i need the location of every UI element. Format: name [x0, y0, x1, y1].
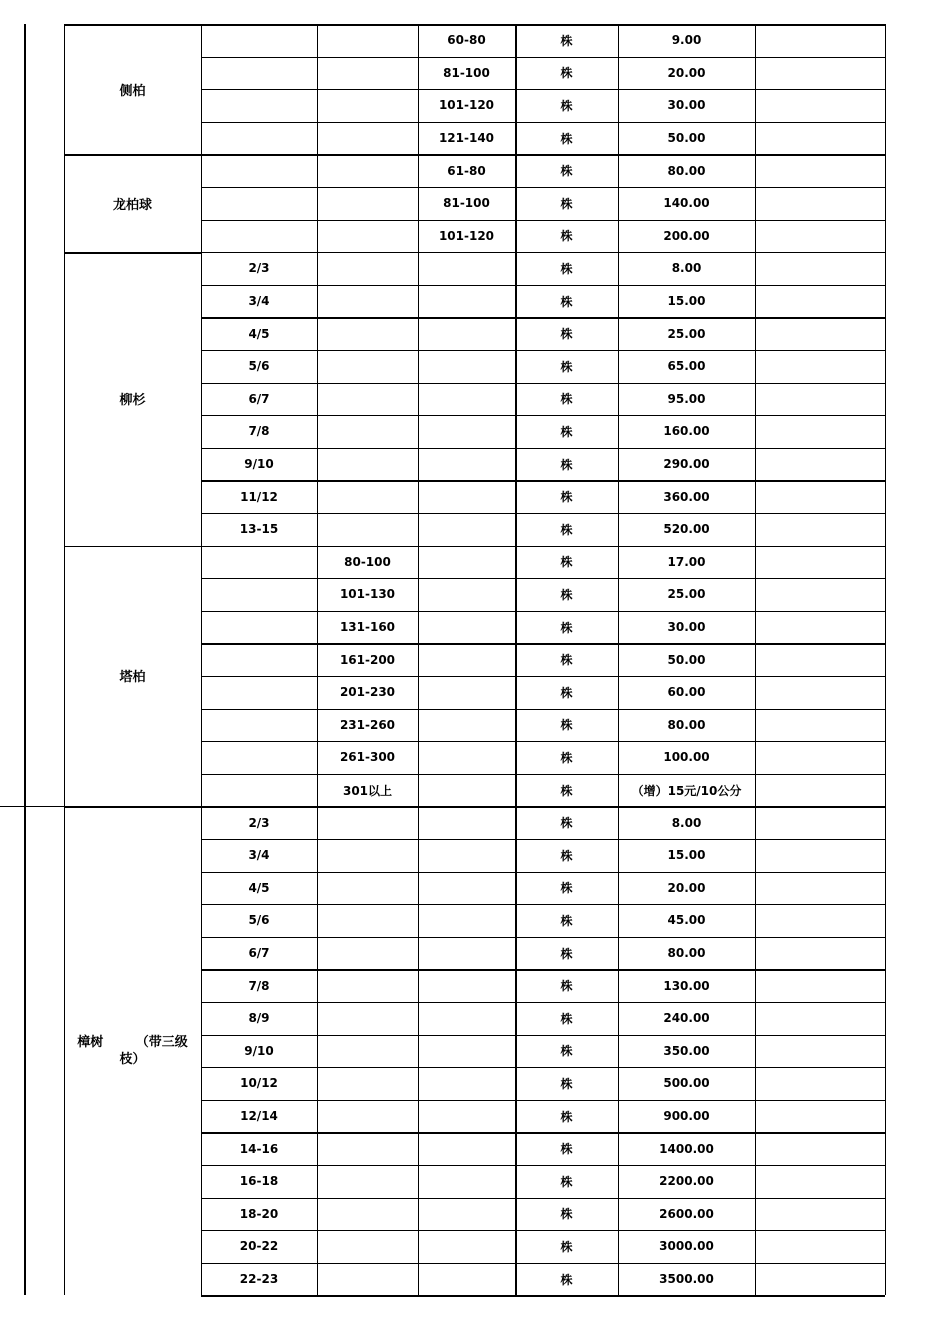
- spec-diameter: 12/14: [240, 1109, 278, 1124]
- spec-diameter: 20-22: [239, 1239, 279, 1254]
- unit-cell: 株: [560, 946, 573, 961]
- spec-height: [317, 872, 418, 905]
- spec-height: [317, 252, 418, 285]
- unit-cell: 株: [560, 1011, 573, 1026]
- spec-crown: [418, 1067, 515, 1100]
- spec-height: 131-160: [339, 620, 396, 635]
- spec-height: 161-200: [339, 652, 396, 667]
- price-cell: 240.00: [663, 1011, 710, 1026]
- spec-crown: 81-100: [443, 65, 490, 80]
- col-rule-left: [64, 24, 65, 1295]
- price-cell: 2600.00: [659, 1206, 714, 1221]
- price-cell: 360.00: [663, 489, 710, 504]
- price-cell: 80.00: [667, 163, 706, 178]
- price-cell: 50.00: [667, 652, 706, 667]
- plant-name: 侧柏: [119, 83, 146, 99]
- price-cell: 2200.00: [659, 1174, 714, 1189]
- spec-crown: [418, 741, 515, 774]
- spec-height: [317, 1100, 418, 1133]
- price-cell: 140.00: [663, 196, 710, 211]
- price-cell: 60.00: [667, 685, 706, 700]
- spec-diameter: 4/5: [248, 880, 270, 895]
- spec-crown: 101-120: [438, 228, 495, 243]
- spec-crown: [418, 546, 515, 579]
- plant-name: 樟树 （带三级枝）: [77, 1034, 188, 1067]
- plant-name: 塔柏: [119, 670, 146, 686]
- unit-cell: 株: [560, 522, 573, 537]
- section-divider: [0, 806, 64, 807]
- spec-diameter: 4/5: [248, 326, 270, 341]
- price-cell: 3000.00: [659, 1239, 714, 1254]
- spec-diameter: 22-23: [239, 1272, 279, 1287]
- spec-diameter: 10/12: [240, 1076, 278, 1091]
- plant-name: 龙柏球: [112, 197, 152, 213]
- spec-diameter: 13-15: [239, 522, 279, 537]
- price-cell: 500.00: [663, 1076, 710, 1091]
- unit-cell: 株: [560, 1272, 573, 1287]
- unit-cell: 株: [560, 718, 573, 733]
- spec-height: [317, 480, 418, 513]
- unit-cell: 株: [560, 587, 573, 602]
- spec-diameter: 5/6: [248, 359, 270, 374]
- spec-diameter: 2/3: [248, 261, 270, 276]
- spec-diameter: 6/7: [248, 946, 270, 961]
- spec-diameter: 9/10: [244, 457, 274, 472]
- spec-crown: [418, 1263, 515, 1296]
- col-rule: [201, 24, 202, 1295]
- price-cell: 350.00: [663, 1043, 710, 1058]
- price-cell: 20.00: [667, 880, 706, 895]
- spec-height: [317, 1230, 418, 1263]
- price-cell: 30.00: [667, 98, 706, 113]
- price-cell: 160.00: [663, 424, 710, 439]
- spec-crown: [418, 709, 515, 742]
- unit-cell: 株: [560, 294, 573, 309]
- unit-cell: 株: [560, 1044, 573, 1059]
- spec-height: [317, 904, 418, 937]
- spec-diameter: 5/6: [248, 913, 270, 928]
- spec-crown: [418, 350, 515, 383]
- spec-crown: 60-80: [447, 33, 486, 48]
- spec-diameter: [201, 24, 317, 57]
- spec-crown: 81-100: [443, 196, 490, 211]
- spec-diameter: [201, 643, 317, 676]
- spec-crown: [418, 252, 515, 285]
- spec-diameter: 6/7: [248, 391, 270, 406]
- spec-crown: [418, 1230, 515, 1263]
- unit-cell: 株: [560, 750, 573, 765]
- spec-diameter: [201, 220, 317, 253]
- spec-height: [317, 969, 418, 1002]
- unit-cell: 株: [560, 66, 573, 81]
- price-cell: 15.00: [667, 294, 706, 309]
- price-cell: 520.00: [663, 522, 710, 537]
- spec-height: [317, 122, 418, 155]
- unit-cell: 株: [560, 392, 573, 407]
- spec-height: [317, 89, 418, 122]
- price-cell: 25.00: [667, 326, 706, 341]
- unit-cell: 株: [560, 913, 573, 928]
- unit-cell: 株: [560, 881, 573, 896]
- price-cell: 100.00: [663, 750, 710, 765]
- spec-diameter: [201, 546, 317, 579]
- spec-diameter: [201, 154, 317, 187]
- spec-crown: [418, 1132, 515, 1165]
- spec-height: 301以上: [342, 783, 393, 798]
- spec-height: 231-260: [339, 717, 396, 732]
- unit-cell: 株: [560, 1239, 573, 1254]
- spec-diameter: 3/4: [248, 848, 270, 863]
- spec-crown: [418, 774, 515, 807]
- spec-diameter: [201, 89, 317, 122]
- price-cell: 15.00: [667, 848, 706, 863]
- spec-diameter: 2/3: [248, 815, 270, 830]
- spec-crown: [418, 1100, 515, 1133]
- spec-diameter: [201, 709, 317, 742]
- spec-diameter: [201, 741, 317, 774]
- spec-crown: [418, 1165, 515, 1198]
- unit-cell: 株: [560, 1076, 573, 1091]
- unit-cell: 株: [560, 261, 573, 276]
- spec-crown: [418, 1035, 515, 1068]
- spec-height: 261-300: [339, 750, 396, 765]
- unit-cell: 株: [560, 555, 573, 570]
- spec-crown: [418, 480, 515, 513]
- spec-crown: [418, 285, 515, 318]
- price-cell: 1400.00: [659, 1141, 714, 1156]
- spec-crown: [418, 611, 515, 644]
- spec-crown: [418, 969, 515, 1002]
- spec-diameter: 9/10: [244, 1043, 274, 1058]
- unit-cell: 株: [560, 327, 573, 342]
- spec-height: [317, 154, 418, 187]
- spec-crown: [418, 448, 515, 481]
- col-rule: [755, 24, 756, 1295]
- spec-diameter: [201, 578, 317, 611]
- spec-crown: 101-120: [438, 98, 495, 113]
- spec-diameter: 3/4: [248, 294, 270, 309]
- price-cell: 45.00: [667, 913, 706, 928]
- unit-cell: 株: [560, 131, 573, 146]
- spec-diameter: [201, 676, 317, 709]
- spec-diameter: 14-16: [239, 1141, 279, 1156]
- price-cell: 290.00: [663, 457, 710, 472]
- spec-crown: [418, 578, 515, 611]
- spec-diameter: [201, 57, 317, 90]
- unit-cell: 株: [560, 1142, 573, 1157]
- spec-height: [317, 285, 418, 318]
- price-cell: 65.00: [667, 359, 706, 374]
- spec-height: [317, 1067, 418, 1100]
- spec-diameter: 7/8: [248, 978, 270, 993]
- spec-crown: 121-140: [438, 131, 495, 146]
- spec-crown: [418, 937, 515, 970]
- unit-cell: 株: [560, 229, 573, 244]
- spec-diameter: 8/9: [248, 1011, 270, 1026]
- spec-diameter: 11/12: [240, 489, 278, 504]
- price-cell: 8.00: [671, 261, 702, 276]
- price-cell: 17.00: [667, 554, 706, 569]
- price-cell: 50.00: [667, 131, 706, 146]
- spec-height: [317, 57, 418, 90]
- spec-diameter: 16-18: [239, 1174, 279, 1189]
- unit-cell: 株: [560, 196, 573, 211]
- price-cell: 900.00: [663, 1109, 710, 1124]
- price-cell: 130.00: [663, 978, 710, 993]
- price-cell: 80.00: [667, 717, 706, 732]
- plant-name: 柳杉: [119, 393, 146, 409]
- spec-height: [317, 1002, 418, 1035]
- price-cell: （增）15元/10公分: [631, 783, 742, 798]
- unit-cell: 株: [560, 98, 573, 113]
- spec-crown: [418, 383, 515, 416]
- spec-height: [317, 187, 418, 220]
- spec-height: [317, 839, 418, 872]
- spec-height: [317, 1198, 418, 1231]
- unit-cell: 株: [560, 424, 573, 439]
- spec-crown: [418, 1198, 515, 1231]
- unit-cell: 株: [560, 359, 573, 374]
- col-rule: [885, 24, 886, 1295]
- price-cell: 8.00: [671, 815, 702, 830]
- unit-cell: 株: [560, 457, 573, 472]
- spec-diameter: 7/8: [248, 424, 270, 439]
- unit-cell: 株: [560, 164, 573, 179]
- unit-cell: 株: [560, 685, 573, 700]
- price-cell: 20.00: [667, 65, 706, 80]
- spec-diameter: [201, 122, 317, 155]
- spec-height: [317, 1035, 418, 1068]
- spec-crown: 61-80: [447, 163, 486, 178]
- unit-cell: 株: [560, 1207, 573, 1222]
- spec-crown: [418, 806, 515, 839]
- spec-crown: [418, 513, 515, 546]
- spec-height: [317, 1132, 418, 1165]
- unit-cell: 株: [560, 816, 573, 831]
- spec-crown: [418, 676, 515, 709]
- spec-height: [317, 806, 418, 839]
- col-rule: [618, 24, 619, 1295]
- spec-diameter: 18-20: [239, 1206, 279, 1221]
- spec-crown: [418, 415, 515, 448]
- unit-cell: 株: [560, 653, 573, 668]
- unit-cell: 株: [560, 979, 573, 994]
- spec-height: [317, 220, 418, 253]
- unit-cell: 株: [560, 490, 573, 505]
- price-cell: 30.00: [667, 620, 706, 635]
- spec-height: 201-230: [339, 685, 396, 700]
- spec-height: [317, 24, 418, 57]
- spec-diameter: [201, 774, 317, 807]
- price-cell: 3500.00: [659, 1272, 714, 1287]
- spec-height: [317, 1263, 418, 1296]
- spec-height: [317, 1165, 418, 1198]
- spec-height: [317, 350, 418, 383]
- spec-diameter: [201, 611, 317, 644]
- unit-cell: 株: [560, 848, 573, 863]
- spec-crown: [418, 904, 515, 937]
- unit-cell: 株: [560, 33, 573, 48]
- spec-crown: [418, 839, 515, 872]
- spec-height: [317, 513, 418, 546]
- price-cell: 25.00: [667, 587, 706, 602]
- unit-cell: 株: [560, 1174, 573, 1189]
- col-rule: [515, 24, 517, 1295]
- spec-height: 80-100: [344, 554, 391, 569]
- spec-height: [317, 937, 418, 970]
- spec-height: [317, 317, 418, 350]
- price-cell: 80.00: [667, 946, 706, 961]
- price-cell: 95.00: [667, 391, 706, 406]
- unit-cell: 株: [560, 1109, 573, 1124]
- spec-height: [317, 415, 418, 448]
- unit-cell: 株: [560, 783, 573, 798]
- price-cell: 200.00: [663, 228, 710, 243]
- spec-crown: [418, 872, 515, 905]
- spec-height: 101-130: [339, 587, 396, 602]
- spec-crown: [418, 643, 515, 676]
- spec-crown: [418, 1002, 515, 1035]
- col-rule: [317, 24, 318, 1295]
- row-rule: [201, 1295, 885, 1296]
- spec-diameter: [201, 187, 317, 220]
- spec-crown: [418, 317, 515, 350]
- spec-height: [317, 383, 418, 416]
- spec-height: [317, 448, 418, 481]
- price-cell: 9.00: [671, 33, 702, 48]
- unit-cell: 株: [560, 620, 573, 635]
- col-rule: [418, 24, 419, 1295]
- outer-left-rule: [24, 24, 26, 1295]
